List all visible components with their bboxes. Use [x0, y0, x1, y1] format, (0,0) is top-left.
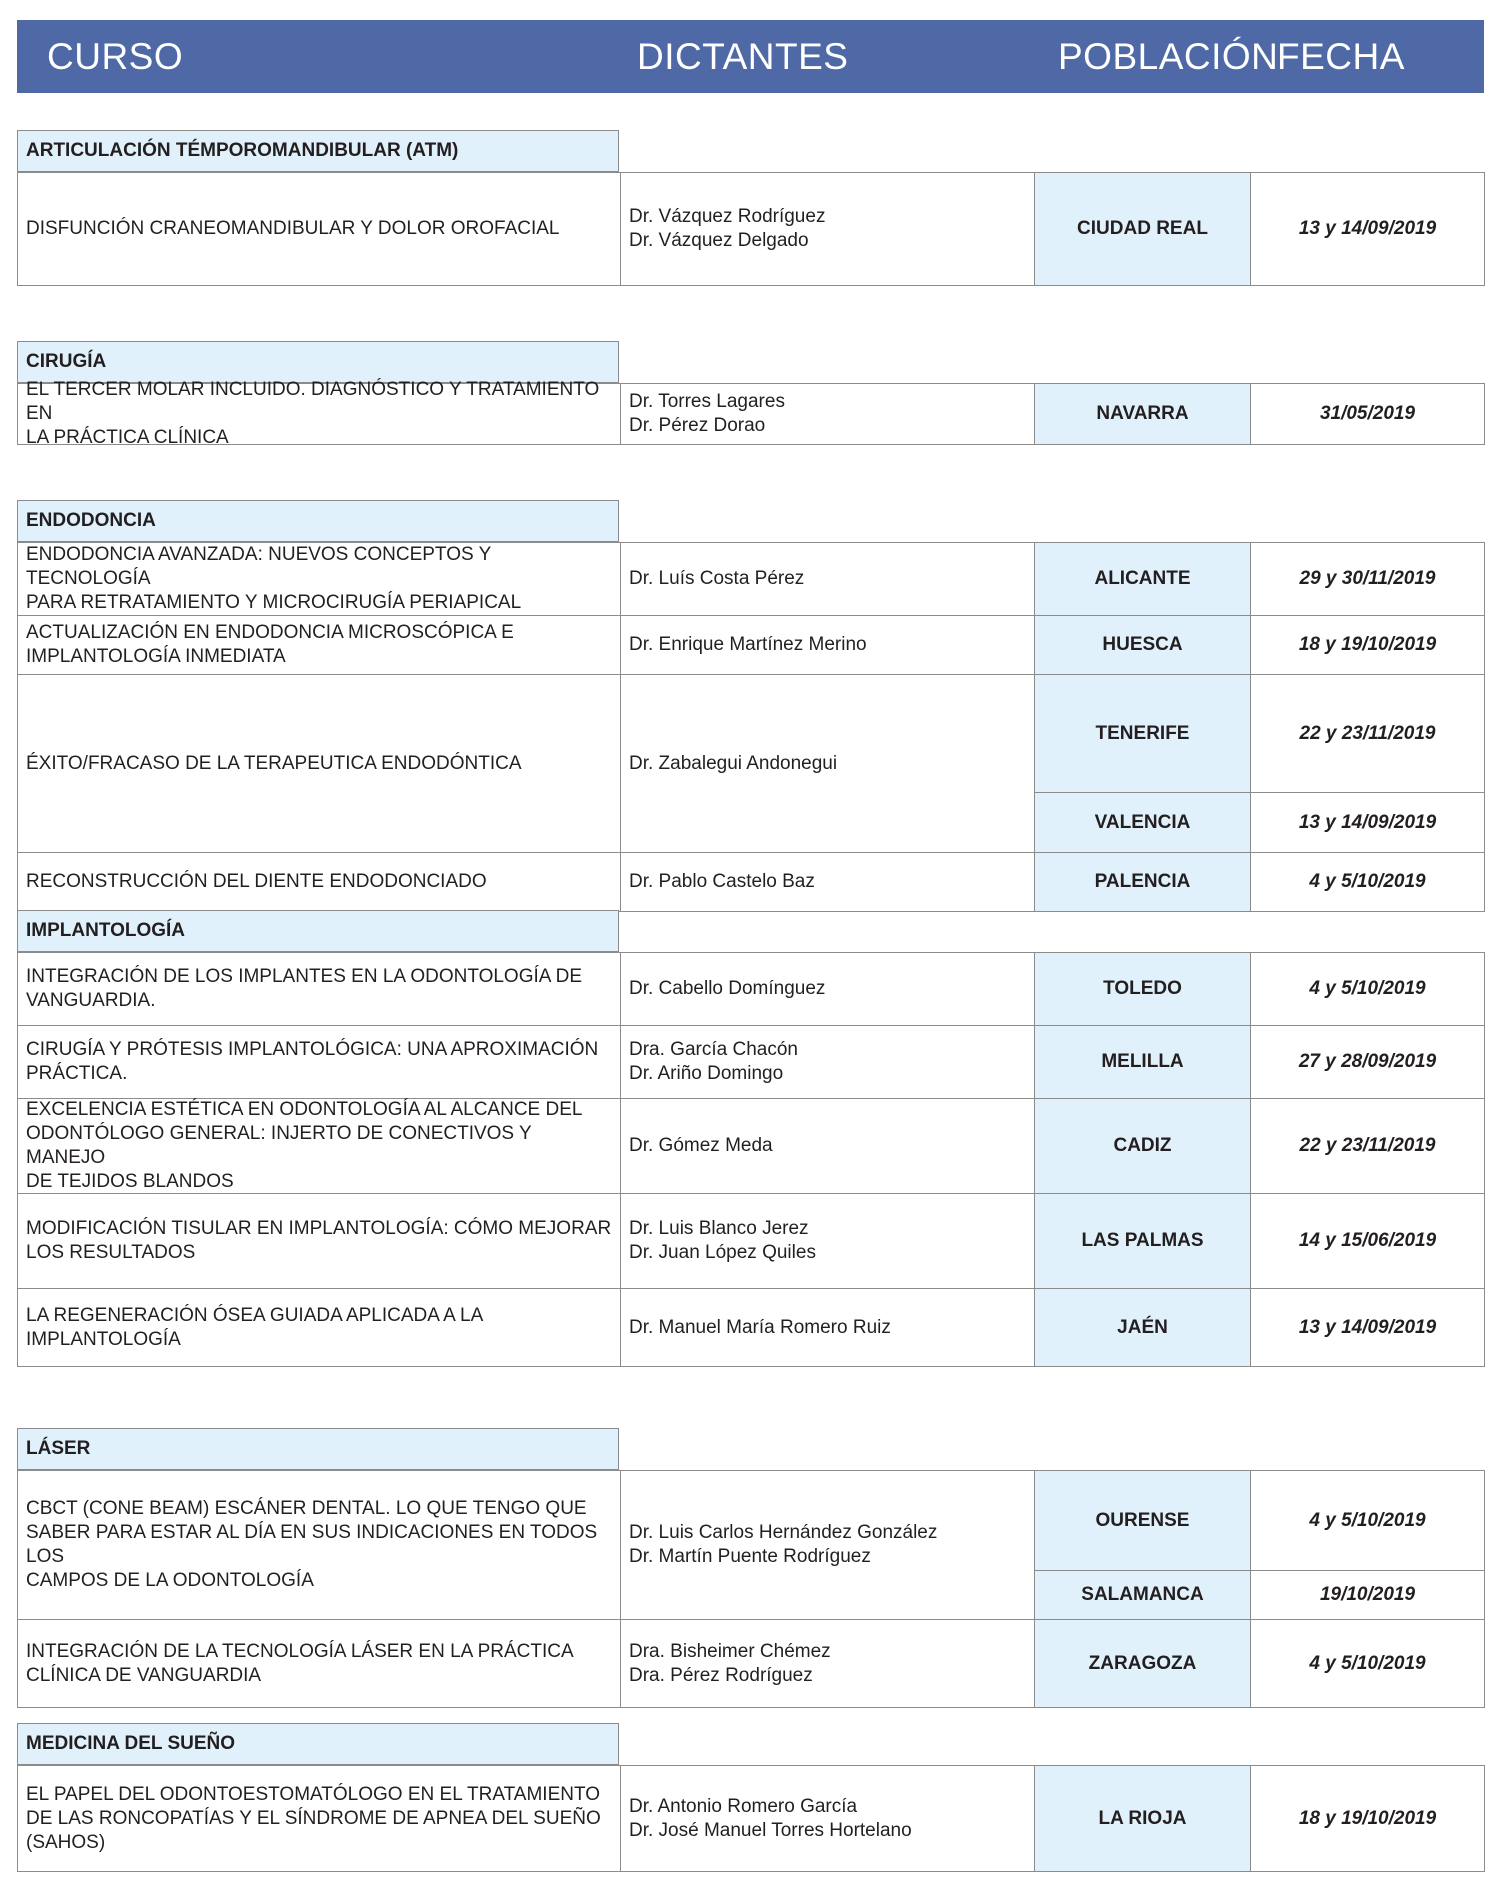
- sede-line: [1035, 1571, 1485, 1619]
- dictantes-names: Dr. Antonio Romero García Dr. José Manuel Torres Hortelano: [629, 1795, 912, 1841]
- dictantes-names: Dr. Gómez Meda: [629, 1135, 773, 1156]
- curso-cell: [18, 543, 621, 615]
- curso-cell: [18, 1620, 621, 1707]
- sedes-cell: [1035, 853, 1485, 911]
- course-table: [17, 1765, 1485, 1872]
- sede-line: [1035, 616, 1485, 674]
- poblacion-cell: TOLEDO: [1035, 953, 1251, 1025]
- dictantes-cell: [621, 675, 1035, 852]
- dictantes-names: Dr. Luis Carlos Hernández González Dr. Martín Puente Rodríguez: [629, 1522, 938, 1567]
- sedes-cell: [1035, 1620, 1485, 1707]
- dictantes-names: Dr. Vázquez Rodríguez Dr. Vázquez Delgado: [629, 206, 826, 251]
- header-poblacion: POBLACIÓN: [1058, 36, 1279, 77]
- curso-title: CIRUGÍA Y PRÓTESIS IMPLANTOLÓGICA: UNA APROXIMACIÓN PRÁCTICA.: [26, 1039, 599, 1084]
- curso-cell: [18, 675, 621, 852]
- curso-title: DISFUNCIÓN CRANEOMANDIBULAR Y DOLOR OROFACIAL: [26, 218, 560, 239]
- course-table: [17, 1470, 1485, 1708]
- sede-line: [1035, 1471, 1485, 1571]
- table-row: [18, 1471, 1485, 1620]
- curso-cell: [18, 1194, 621, 1288]
- dictantes-cell: [621, 1620, 1035, 1707]
- fecha-cell: 14 y 15/06/2019: [1251, 1194, 1485, 1288]
- curso-title: EL PAPEL DEL ODONTOESTOMATÓLOGO EN EL TRATAMIENTO DE LAS RONCOPATÍAS Y EL SÍNDROME DE APNEA DEL SUEÑO (SAHOS): [26, 1783, 601, 1853]
- fecha-cell: 13 y 14/09/2019: [1251, 793, 1485, 852]
- curso-title: EL TERCER MOLAR INCLUIDO. DIAGNÓSTICO Y TRATAMIENTO EN LA PRÁCTICA CLÍNICA: [26, 379, 600, 448]
- fecha-cell: 22 y 23/11/2019: [1251, 1099, 1485, 1193]
- dictantes-names: Dra. Bisheimer Chémez Dra. Pérez Rodríguez: [629, 1640, 831, 1686]
- table-row: [18, 173, 1485, 286]
- fecha-cell: 13 y 14/09/2019: [1251, 1289, 1485, 1366]
- table-row: [18, 1766, 1485, 1872]
- table-row: [18, 1026, 1485, 1099]
- section-title: ENDODONCIA: [17, 500, 619, 542]
- fecha-cell: 22 y 23/11/2019: [1251, 675, 1485, 792]
- poblacion-cell: SALAMANCA: [1035, 1571, 1251, 1619]
- section-title: ARTICULACIÓN TÉMPOROMANDIBULAR (ATM): [17, 130, 619, 172]
- poblacion-cell: NAVARRA: [1035, 384, 1251, 444]
- poblacion-cell: PALENCIA: [1035, 853, 1251, 911]
- sede-line: [1035, 1620, 1485, 1707]
- fecha-cell: 4 y 5/10/2019: [1251, 953, 1485, 1025]
- curso-title: EXCELENCIA ESTÉTICA EN ODONTOLOGÍA AL ALCANCE DEL ODONTÓLOGO GENERAL: INJERTO DE CONECTIVOS Y MANEJO DE TEJIDOS BLANDOS: [26, 1099, 583, 1192]
- poblacion-cell: HUESCA: [1035, 616, 1251, 674]
- table-row: [18, 543, 1485, 616]
- curso-title: CBCT (CONE BEAM) ESCÁNER DENTAL. LO QUE TENGO QUE SABER PARA ESTAR AL DÍA EN SUS INDICACIONES EN TODOS LOS CAMPOS DE LA ODONTOLOGÍA: [26, 1498, 598, 1591]
- curso-cell: [18, 1471, 621, 1619]
- sedes-cell: [1035, 1026, 1485, 1098]
- table-row: [18, 1099, 1485, 1194]
- curso-cell: [18, 1026, 621, 1098]
- curso-cell: [18, 853, 621, 911]
- poblacion-cell: MELILLA: [1035, 1026, 1251, 1098]
- sedes-cell: [1035, 1194, 1485, 1288]
- dictantes-cell: [621, 1471, 1035, 1619]
- sedes-cell: [1035, 1471, 1485, 1619]
- poblacion-cell: LAS PALMAS: [1035, 1194, 1251, 1288]
- poblacion-cell: CIUDAD REAL: [1035, 173, 1251, 285]
- poblacion-cell: ALICANTE: [1035, 543, 1251, 615]
- poblacion-cell: CADIZ: [1035, 1099, 1251, 1193]
- course-table: [17, 542, 1485, 912]
- sede-line: [1035, 853, 1485, 911]
- fecha-cell: 18 y 19/10/2019: [1251, 1766, 1485, 1871]
- sedes-cell: [1035, 953, 1485, 1025]
- sedes-cell: [1035, 616, 1485, 674]
- header-bar: [17, 20, 1484, 93]
- fecha-cell: 29 y 30/11/2019: [1251, 543, 1485, 615]
- table-row: [18, 1620, 1485, 1708]
- dictantes-cell: [621, 953, 1035, 1025]
- sede-line: [1035, 543, 1485, 615]
- curso-title: INTEGRACIÓN DE LA TECNOLOGÍA LÁSER EN LA PRÁCTICA CLÍNICA DE VANGUARDIA: [26, 1640, 574, 1686]
- table-row: [18, 675, 1485, 853]
- dictantes-cell: [621, 384, 1035, 444]
- curso-title: LA REGENERACIÓN ÓSEA GUIADA APLICADA A LA IMPLANTOLOGÍA: [26, 1304, 484, 1350]
- header-dictantes: DICTANTES: [637, 36, 849, 77]
- poblacion-cell: TENERIFE: [1035, 675, 1251, 792]
- curso-cell: [18, 1766, 621, 1871]
- table-row: [18, 853, 1485, 912]
- curso-title: INTEGRACIÓN DE LOS IMPLANTES EN LA ODONTOLOGÍA DE VANGUARDIA.: [26, 966, 583, 1011]
- dictantes-cell: [621, 543, 1035, 615]
- curso-title: ACTUALIZACIÓN EN ENDODONCIA MICROSCÓPICA E IMPLANTOLOGÍA INMEDIATA: [26, 622, 514, 667]
- dictantes-names: Dr. Pablo Castelo Baz: [629, 871, 815, 892]
- section-title: IMPLANTOLOGÍA: [17, 910, 619, 952]
- fecha-cell: 4 y 5/10/2019: [1251, 853, 1485, 911]
- poblacion-cell: OURENSE: [1035, 1471, 1251, 1570]
- course-table: [17, 952, 1485, 1367]
- dictantes-names: Dra. García Chacón Dr. Ariño Domingo: [629, 1039, 798, 1084]
- sede-line: [1035, 1194, 1485, 1288]
- dictantes-names: Dr. Luís Costa Pérez: [629, 568, 805, 589]
- curso-cell: [18, 1289, 621, 1366]
- header-fecha: FECHA: [1277, 36, 1405, 77]
- poblacion-cell: ZARAGOZA: [1035, 1620, 1251, 1707]
- dictantes-cell: [621, 853, 1035, 911]
- dictantes-cell: [621, 1026, 1035, 1098]
- dictantes-cell: [621, 1099, 1035, 1193]
- section-title: CIRUGÍA: [17, 341, 619, 383]
- sede-line: [1035, 1099, 1485, 1193]
- fecha-cell: 18 y 19/10/2019: [1251, 616, 1485, 674]
- curso-title: ÉXITO/FRACASO DE LA TERAPEUTICA ENDODÓNTICA: [26, 752, 522, 774]
- sede-line: [1035, 953, 1485, 1025]
- sede-line: [1035, 384, 1485, 444]
- table-row: [18, 1194, 1485, 1289]
- sede-line: [1035, 1289, 1485, 1366]
- header-curso: CURSO: [47, 36, 184, 77]
- dictantes-names: Dr. Cabello Domínguez: [629, 978, 826, 999]
- dictantes-cell: [621, 1289, 1035, 1366]
- section-title: MEDICINA DEL SUEÑO: [17, 1723, 619, 1765]
- curso-cell: [18, 953, 621, 1025]
- sede-line: [1035, 1766, 1485, 1871]
- table-row: [18, 1289, 1485, 1367]
- course-table: [17, 379, 1485, 448]
- course-table: [17, 172, 1485, 286]
- dictantes-names: Dr. Luis Blanco Jerez Dr. Juan López Quiles: [629, 1218, 816, 1263]
- curso-title: ENDODONCIA AVANZADA: NUEVOS CONCEPTOS Y TECNOLOGÍA PARA RETRATAMIENTO Y MICROCIRUGÍA PERIAPICAL: [26, 544, 522, 613]
- curso-title: RECONSTRUCCIÓN DEL DIENTE ENDODONCIADO: [26, 871, 487, 892]
- sede-line: [1035, 173, 1485, 285]
- fecha-cell: 4 y 5/10/2019: [1251, 1620, 1485, 1707]
- sede-line: [1035, 675, 1485, 793]
- sedes-cell: [1035, 384, 1485, 444]
- dictantes-names: Dr. Manuel María Romero Ruiz: [629, 1316, 891, 1338]
- dictantes-names: Dr. Torres Lagares Dr. Pérez Dorao: [629, 391, 785, 436]
- fecha-cell: 27 y 28/09/2019: [1251, 1026, 1485, 1098]
- dictantes-cell: [621, 173, 1035, 285]
- sedes-cell: [1035, 543, 1485, 615]
- sedes-cell: [1035, 1099, 1485, 1193]
- curso-cell: [18, 173, 621, 285]
- fecha-cell: 31/05/2019: [1251, 384, 1485, 444]
- table-row: [18, 953, 1485, 1026]
- fecha-cell: 13 y 14/09/2019: [1251, 173, 1485, 285]
- section-title: LÁSER: [17, 1428, 619, 1470]
- curso-cell: [18, 379, 621, 448]
- sede-line: [1035, 793, 1485, 852]
- poblacion-cell: VALENCIA: [1035, 793, 1251, 852]
- table-row: [18, 379, 1485, 448]
- curso-cell: [18, 1099, 621, 1193]
- dictantes-names: Dr. Zabalegui Andonegui: [629, 752, 838, 774]
- sedes-cell: [1035, 675, 1485, 852]
- sedes-cell: [1035, 1289, 1485, 1366]
- dictantes-cell: [621, 1194, 1035, 1288]
- dictantes-cell: [621, 1766, 1035, 1871]
- sede-line: [1035, 1026, 1485, 1098]
- poblacion-cell: LA RIOJA: [1035, 1766, 1251, 1871]
- sedes-cell: [1035, 173, 1485, 285]
- fecha-cell: 19/10/2019: [1251, 1571, 1485, 1619]
- dictantes-names: Dr. Enrique Martínez Merino: [629, 634, 867, 655]
- table-row: [18, 616, 1485, 675]
- sedes-cell: [1035, 1766, 1485, 1871]
- curso-cell: [18, 616, 621, 674]
- curso-title: MODIFICACIÓN TISULAR EN IMPLANTOLOGÍA: CÓMO MEJORAR LOS RESULTADOS: [26, 1218, 612, 1263]
- poblacion-cell: JAÉN: [1035, 1289, 1251, 1366]
- fecha-cell: 4 y 5/10/2019: [1251, 1471, 1485, 1570]
- dictantes-cell: [621, 616, 1035, 674]
